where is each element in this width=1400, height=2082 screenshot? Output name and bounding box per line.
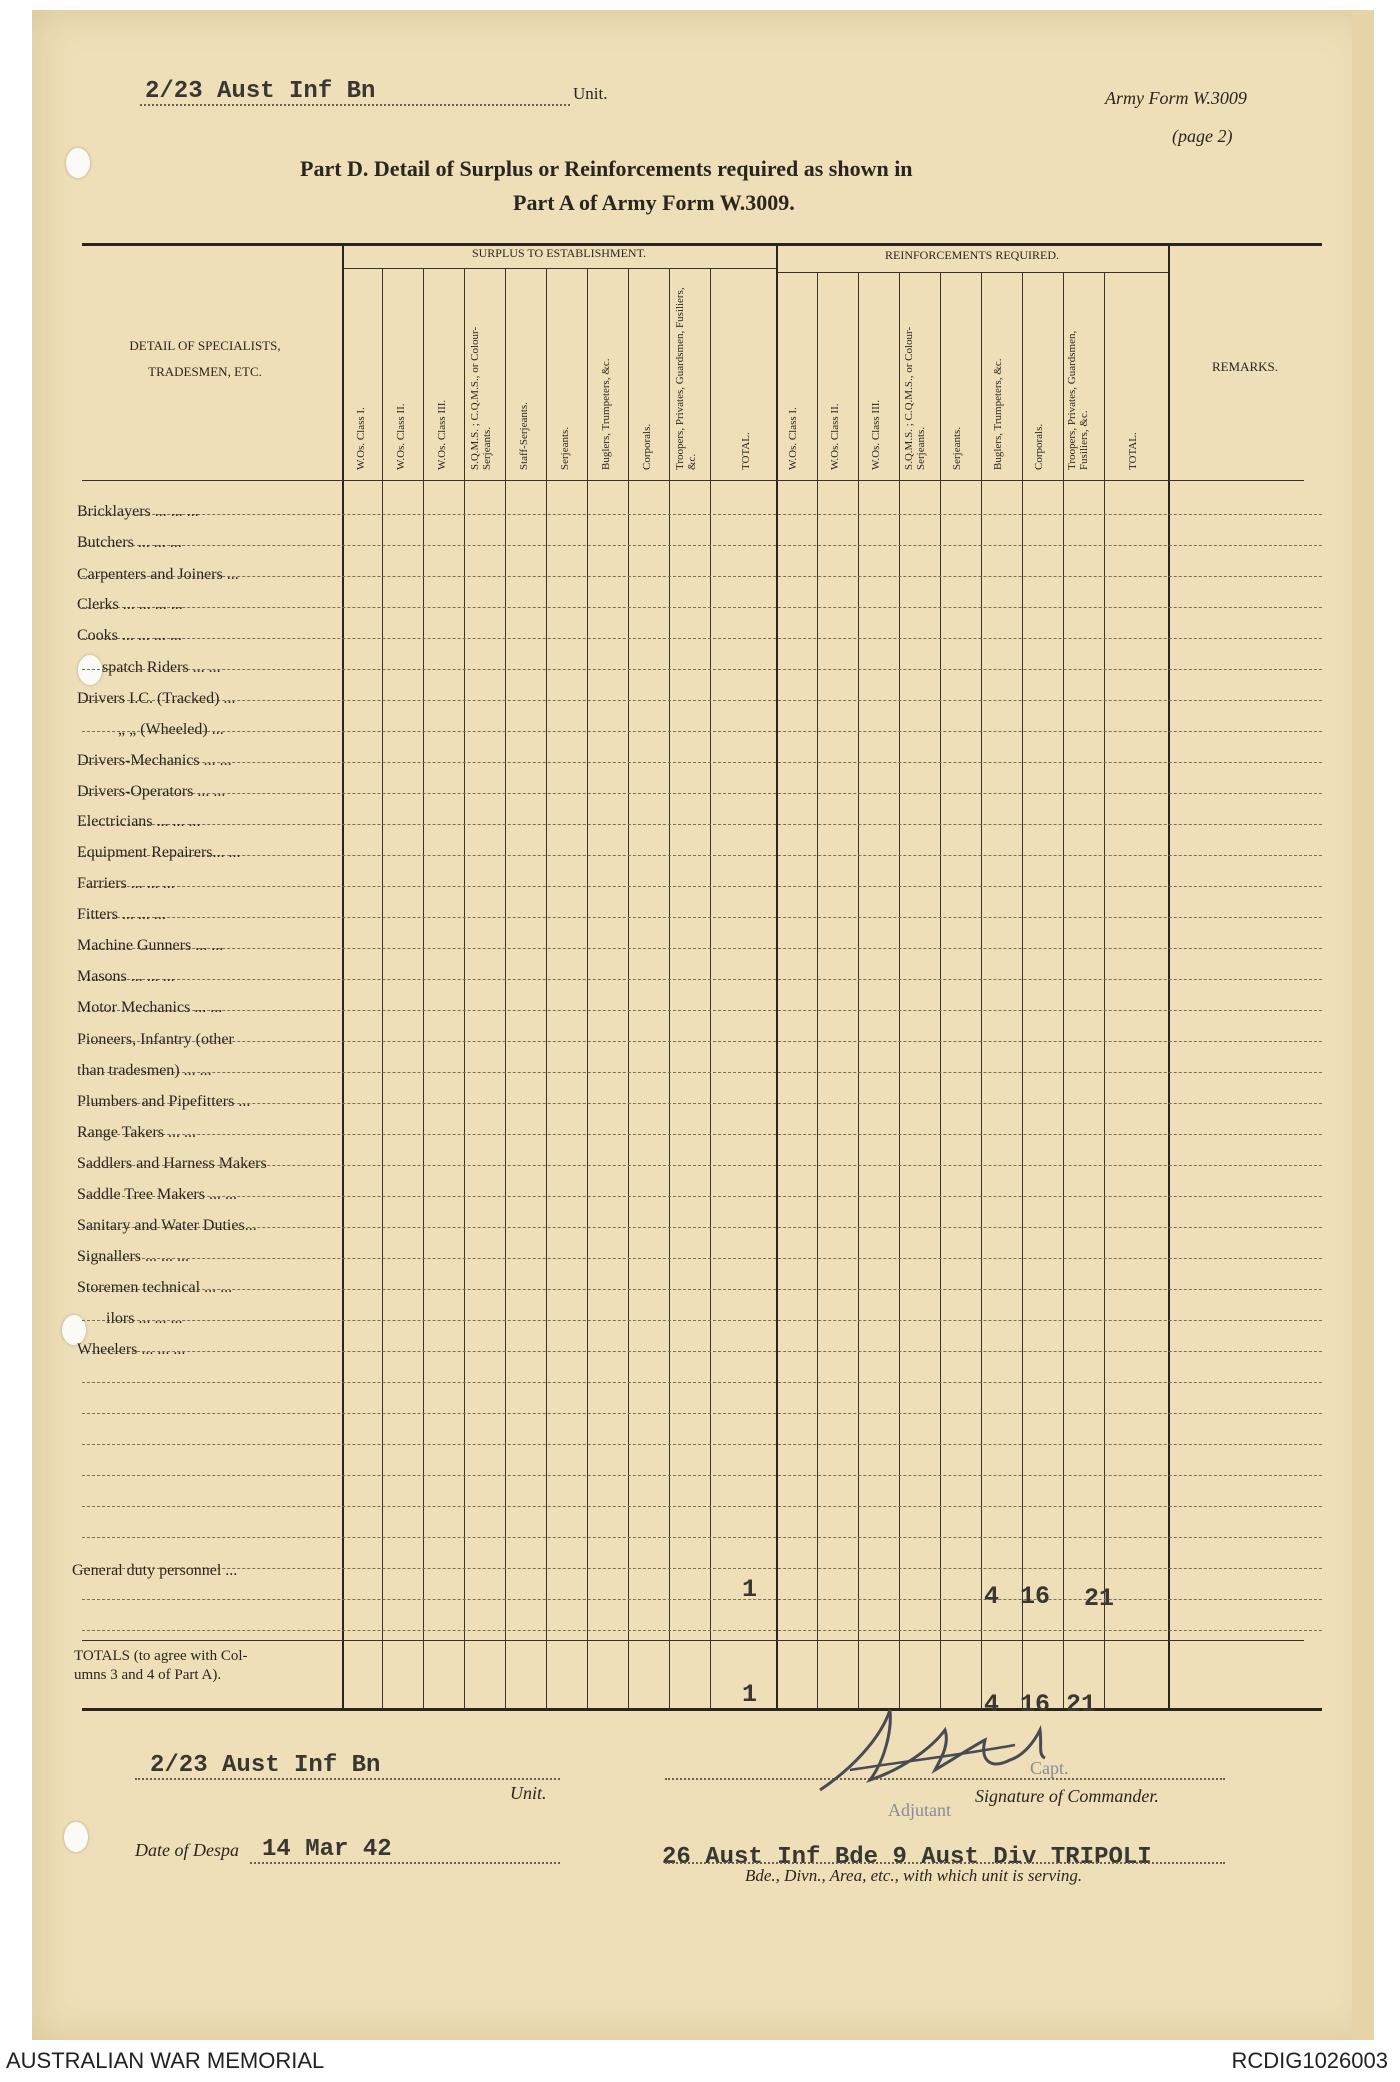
date-typed: 14 Mar 42 [262, 1836, 392, 1863]
row-butchers: Butchers ... ... ... [77, 534, 182, 551]
grid-vline-r7 [1104, 272, 1105, 1708]
credit-left: AUSTRALIAN WAR MEMORIAL [6, 2048, 325, 2073]
row-wheelers: Wheelers ... ... ... [77, 1341, 186, 1358]
grid-vline-s7 [669, 268, 670, 1708]
grid-vline-s0 [382, 268, 383, 1708]
formation-typed: 26 Aust Inf Bde 9 Aust Div TRIPOLI [662, 1844, 1152, 1871]
grid-row-rule-18 [82, 1072, 1322, 1073]
paper-edge [1352, 10, 1374, 2040]
row-drivers-mechanics: Drivers-Mechanics ... ... [77, 752, 232, 769]
row-pioneers: Pioneers, Infantry (other [77, 1031, 234, 1048]
grid-row-rule-14 [82, 948, 1322, 949]
form-name: Army Form W.3009 [1105, 88, 1247, 108]
row-masons: Masons ... ... ... [77, 968, 175, 985]
grid-vline-s8 [710, 268, 711, 1708]
reinforcements-header-rule [776, 272, 1168, 273]
grid-row-rule-21 [82, 1165, 1322, 1166]
surplus-col-header-1: W.Os. Class I. [355, 407, 367, 470]
grid-vline-s2 [464, 268, 465, 1708]
reinf-col-header-8: Corporals. [1033, 423, 1045, 470]
formation-dotted-line [665, 1862, 1225, 1864]
reinf-col-header-6: Serjeants. [951, 426, 963, 470]
row-clerks: Clerks ... ... ... ... [77, 596, 183, 613]
reinf-col-header-7: Buglers, Trumpeters, &c. [992, 358, 1004, 470]
unit-label: Unit. [573, 84, 608, 103]
remarks-header: REMARKS. [1211, 359, 1279, 374]
row-tailors: ilors ... ... ... [106, 1310, 183, 1327]
date-dotted-line [250, 1862, 560, 1864]
row-machine-gunners: Machine Gunners ... ... [77, 937, 224, 954]
grid-vline-r6 [1063, 272, 1064, 1708]
grid-row-rule-2 [82, 576, 1322, 577]
grid-row-rule-32 [82, 1506, 1322, 1507]
row-saddle-tree-makers: Saddle Tree Makers ... ... [77, 1186, 237, 1203]
row-farriers: Farriers ... ... ... [77, 875, 175, 892]
row-range-takers: Range Takers ... ... [77, 1124, 196, 1141]
grid-row-rule-0 [82, 514, 1322, 515]
row-signallers: Signallers ... ... ... [77, 1248, 189, 1265]
grid-vline-reinf [1168, 243, 1170, 1708]
general-duty-surplus-total: 1 [742, 1575, 758, 1604]
footer-unit-label: Unit. [510, 1783, 547, 1803]
grid-row-rule-12 [82, 886, 1322, 887]
grid-row-rule-5 [82, 669, 1322, 670]
detail-header-line1: DETAIL OF SPECIALISTS, [129, 338, 281, 353]
row-drivers-wheeled: „ „ (Wheeled) ... [118, 721, 224, 738]
surplus-col-header-6: Serjeants. [559, 426, 571, 470]
grid-vline-r3 [940, 272, 941, 1708]
grid-row-rule-33 [82, 1537, 1322, 1538]
totals-total: 21 [1066, 1690, 1097, 1719]
reinf-col-header-9: Troopers, Privates, Guardsmen, Fusiliers, &c. [1066, 330, 1090, 470]
grid-totals-rule [82, 1640, 1304, 1641]
grid-vline-s5 [587, 268, 588, 1708]
grid-row-rule-28 [82, 1382, 1322, 1383]
surplus-col-header-5: Staff-Serjeants. [518, 402, 530, 470]
row-pioneers-cont: than tradesmen) ... ... [77, 1062, 212, 1079]
grid-row-rule-16 [82, 1010, 1322, 1011]
punch-hole-bottom [64, 1822, 88, 1852]
grid-vline-r4 [981, 272, 982, 1708]
row-bricklayers: Bricklayers ... ... ... [77, 503, 199, 520]
grid-row-rule-19 [82, 1103, 1322, 1104]
date-label: Date of Despa [135, 1840, 239, 1860]
grid-row-rule-15 [82, 979, 1322, 980]
grid-vline-r2 [899, 272, 900, 1708]
grid-row-rule-27 [82, 1351, 1322, 1352]
reinf-col-header-2: W.Os. Class II. [829, 403, 841, 470]
grid-row-rule-24 [82, 1258, 1322, 1259]
grid-row-rule-29 [82, 1413, 1322, 1414]
footer-unit-dotted-line [135, 1778, 560, 1780]
formation-label: Bde., Divn., Area, etc., with which unit is serving. [745, 1866, 1083, 1885]
grid-row-rule-6 [82, 700, 1322, 701]
grid-header-bottom [82, 480, 1304, 481]
general-duty-buglers: 4 [984, 1582, 1000, 1611]
surplus-col-header-7: Buglers, Trumpeters, &c. [600, 358, 612, 470]
grid-row-rule-1 [82, 545, 1322, 546]
grid-row-rule-3 [82, 607, 1322, 608]
signature-stamp-rank: Capt. [1030, 1758, 1069, 1778]
totals-corporals: 16 [1020, 1690, 1051, 1719]
grid-row-rule-22 [82, 1196, 1322, 1197]
grid-vline-r5 [1022, 272, 1023, 1708]
grid-row-rule-31 [82, 1475, 1322, 1476]
grid-row-rule-34 [82, 1568, 1322, 1569]
grid-vline-r0 [817, 272, 818, 1708]
grid-row-rule-7 [82, 731, 1322, 732]
commander-signature [810, 1700, 1110, 1800]
grid-bottom-rule [82, 1708, 1322, 1711]
row-cooks: Cooks ... ... ... ... [77, 627, 182, 644]
row-despatch-riders: spatch Riders ... ... [102, 659, 221, 676]
grid-vline-s6 [628, 268, 629, 1708]
reinf-col-header-1: W.Os. Class I. [787, 407, 799, 470]
form-title-line1: Part D. Detail of Surplus or Reinforcements required as shown in [300, 156, 913, 181]
signature-label: Signature of Commander. [975, 1786, 1159, 1806]
surplus-col-header-10: TOTAL. [740, 432, 752, 470]
grid-row-rule-36 [82, 1630, 1322, 1631]
grid-row-rule-4 [82, 638, 1322, 639]
reinf-col-header-4: S.Q.M.S. ; C.Q.M.S., or Colour-Serjeants. [903, 326, 927, 470]
grid-row-rule-9 [82, 793, 1322, 794]
totals-label-line2: umns 3 and 4 of Part A). [74, 1667, 222, 1683]
grid-vline-r1 [858, 272, 859, 1708]
row-electricians: Electricians ... ... ... [77, 813, 201, 830]
grid-row-rule-23 [82, 1227, 1322, 1228]
totals-label-line1: TOTALS (to agree with Col- [74, 1648, 248, 1664]
grid-row-rule-26 [82, 1320, 1322, 1321]
credit-right: RCDIG1026003 [1231, 2048, 1388, 2073]
reinforcements-header: REINFORCEMENTS REQUIRED. [884, 248, 1059, 262]
surplus-col-header-9: Troopers, Privates, Guardsmen, Fusiliers, &c. [674, 287, 698, 470]
unit-dotted-line [140, 104, 570, 106]
row-saddlers: Saddlers and Harness Makers [77, 1155, 267, 1172]
reinf-col-header-3: W.Os. Class III. [870, 399, 882, 470]
row-carpenters: Carpenters and Joiners ... [77, 566, 239, 583]
grid-vline-s3 [505, 268, 506, 1708]
grid-row-rule-25 [82, 1289, 1322, 1290]
grid-vline-detail [342, 243, 344, 1708]
row-equipment-repairers: Equipment Repairers... ... [77, 844, 241, 861]
page-label: (page 2) [1172, 126, 1233, 146]
grid-row-rule-35 [82, 1599, 1322, 1600]
row-plumbers: Plumbers and Pipefitters ... [77, 1093, 251, 1110]
grid-vline-surplus [776, 243, 778, 1708]
totals-surplus-total: 1 [742, 1680, 758, 1709]
general-duty-total: 21 [1084, 1584, 1115, 1613]
grid-row-rule-8 [82, 762, 1322, 763]
grid-row-rule-11 [82, 855, 1322, 856]
row-drivers-tracked: Drivers I.C. (Tracked) ... [77, 690, 236, 707]
surplus-col-header-8: Corporals. [641, 423, 653, 470]
grid-row-rule-30 [82, 1444, 1322, 1445]
footer-unit-typed: 2/23 Aust Inf Bn [150, 1752, 381, 1779]
signature-stamp-title: Adjutant [888, 1800, 951, 1820]
punch-hole-middle [78, 655, 102, 685]
surplus-header: SURPLUS TO ESTABLISHMENT. [471, 246, 647, 260]
general-duty-corporals: 16 [1020, 1582, 1051, 1611]
grid-row-rule-20 [82, 1134, 1322, 1135]
form-title-line2: Part A of Army Form W.3009. [513, 190, 795, 215]
row-fitters: Fitters ... ... ... [77, 906, 166, 923]
row-motor-mechanics: Motor Mechanics ... ... [77, 999, 223, 1016]
punch-hole-top [66, 148, 90, 178]
grid-vline-s1 [423, 268, 424, 1708]
grid-row-rule-13 [82, 917, 1322, 918]
row-storemen: Storemen technical ... ... [77, 1279, 233, 1296]
row-drivers-operators: Drivers-Operators ... ... [77, 783, 226, 800]
surplus-col-header-4: S.Q.M.S. ; C.Q.M.S., or Colour-Serjeants. [469, 326, 493, 470]
reinf-col-header-10: TOTAL. [1127, 432, 1139, 470]
detail-header-line2: TRADESMEN, ETC. [148, 364, 262, 379]
unit-typed: 2/23 Aust Inf Bn [145, 78, 376, 105]
row-sanitary: Sanitary and Water Duties... [77, 1217, 257, 1234]
totals-buglers: 4 [984, 1690, 1000, 1719]
grid-vline-s4 [546, 268, 547, 1708]
row-general-duty: General duty personnel ... [72, 1562, 238, 1579]
surplus-col-header-3: W.Os. Class III. [436, 399, 448, 470]
grid-row-rule-10 [82, 824, 1322, 825]
surplus-col-header-2: W.Os. Class II. [395, 403, 407, 470]
